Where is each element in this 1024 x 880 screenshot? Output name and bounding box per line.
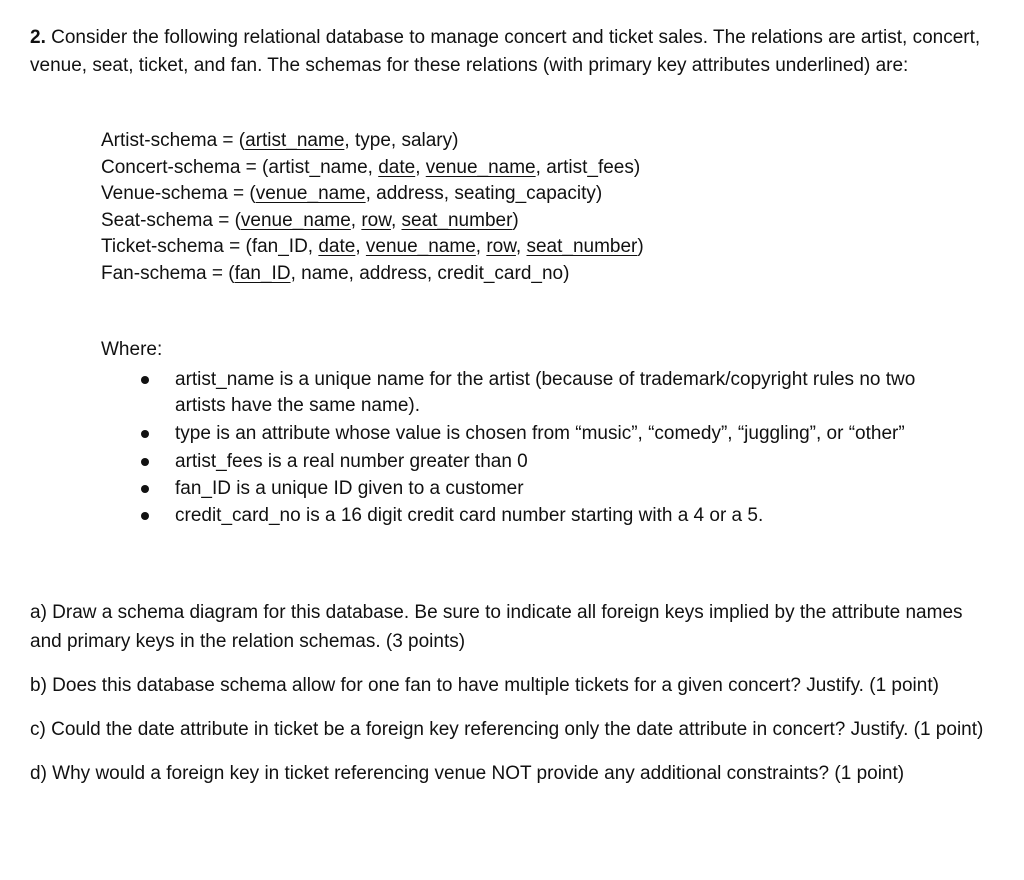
schema-attribute: artist_fees: [546, 156, 634, 178]
attribute-separator: ,: [443, 183, 455, 204]
attribute-separator: ,: [415, 156, 426, 178]
definition-list: [0, 367, 1024, 529]
schema-close-paren: ): [633, 156, 641, 178]
schema-line-concert: [101, 155, 961, 182]
attribute-separator: ,: [290, 262, 302, 284]
schema-list: [101, 128, 961, 287]
bullet-dot: [141, 376, 149, 384]
attribute-separator: ,: [390, 209, 402, 231]
attribute-separator: ,: [390, 130, 402, 151]
list-item: [0, 367, 935, 419]
attribute-separator: ,: [426, 262, 438, 284]
schema-attribute: artist_name: [268, 156, 368, 178]
question-parts: [30, 598, 990, 803]
list-item-text: artist_name is a unique name for the artist (because of trademark/copyright rules no two artists have the same name).: [175, 369, 916, 416]
attribute-separator: ,: [350, 209, 362, 231]
schema-label: Fan-schema = (: [101, 262, 235, 284]
schema-attribute: credit_card_no: [437, 262, 564, 284]
primary-key-attribute: venue_name: [365, 236, 476, 257]
question-intro: [30, 24, 990, 80]
list-item: [0, 449, 935, 475]
question-number: 2.: [30, 27, 46, 48]
question-part-a: a) Draw a schema diagram for this database. Be sure to indicate all foreign keys implied by the attribute names and primary keys in the relation schemas. (3 points): [30, 602, 963, 652]
bullet-dot: [141, 485, 149, 493]
attribute-separator: ,: [355, 236, 366, 257]
primary-key-attribute: date: [318, 236, 356, 257]
schema-attribute: address: [376, 183, 444, 204]
schema-attribute: seating_capacity: [454, 183, 596, 204]
attribute-separator: ,: [307, 236, 319, 257]
attribute-separator: ,: [365, 183, 377, 204]
list-item-text: artist_fees is a real number greater than 0: [175, 451, 528, 472]
schema-close-paren: ): [563, 262, 570, 284]
schema-line-ticket: [101, 234, 961, 261]
question-part-b: b) Does this database schema allow for one fan to have multiple tickets for a given concert? Justify. (1 point): [30, 675, 939, 696]
list-item: [0, 503, 935, 529]
schema-line-fan: [101, 261, 961, 288]
attribute-separator: ,: [515, 236, 527, 257]
bullet-dot: [141, 458, 149, 466]
where-label: Where:: [101, 339, 163, 360]
schema-attribute: fan_ID: [251, 236, 308, 257]
schema-attribute: address: [359, 262, 427, 284]
primary-key-attribute: seat_number: [526, 236, 638, 257]
schema-attribute: type: [354, 130, 391, 151]
primary-key-attribute: fan_ID: [234, 262, 291, 284]
primary-key-attribute: artist_name: [245, 130, 345, 151]
list-item-text: fan_ID is a unique ID given to a customer: [175, 478, 524, 499]
schema-line-venue: [101, 181, 961, 208]
primary-key-attribute: date: [378, 156, 416, 178]
schema-line-artist: [101, 128, 961, 155]
bullet-dot: [141, 512, 149, 520]
question-part-d: d) Why would a foreign key in ticket referencing venue NOT provide any additional constraints? (1 point): [30, 763, 905, 784]
bullet-dot: [141, 430, 149, 438]
schema-label: Seat-schema = (: [101, 209, 241, 231]
primary-key-attribute: row: [486, 236, 516, 257]
schema-label: Concert-schema = (: [101, 156, 269, 178]
question-part-c: c) Could the date attribute in ticket be a foreign key referencing only the date attribute in concert? Justify. (1 point): [30, 719, 984, 740]
attribute-separator: ,: [475, 236, 487, 257]
primary-key-attribute: row: [361, 209, 391, 231]
primary-key-attribute: venue_name: [425, 156, 536, 178]
primary-key-attribute: seat_number: [401, 209, 513, 231]
list-item: [0, 476, 935, 502]
schema-label: Venue-schema = (: [101, 183, 256, 204]
schema-label: Artist-schema = (: [101, 130, 246, 151]
primary-key-attribute: venue_name: [240, 209, 351, 231]
schema-attribute: salary: [401, 130, 453, 151]
attribute-separator: ,: [344, 130, 355, 151]
schema-close-paren: ): [637, 236, 644, 257]
attribute-separator: ,: [367, 156, 379, 178]
schema-label: Ticket-schema = (: [101, 236, 252, 257]
list-item: [0, 421, 935, 447]
question-intro-text: Consider the following relational database to manage concert and ticket sales. The relations are artist, concert, venue, seat, ticket, and fan. The schemas for these relations (with primary key attributes underlined) are:: [30, 27, 981, 76]
schema-close-paren: ): [452, 130, 459, 151]
schema-line-seat: [101, 208, 961, 235]
schema-close-paren: ): [512, 209, 519, 231]
schema-close-paren: ): [595, 183, 603, 204]
attribute-separator: ,: [535, 156, 547, 178]
list-item-text: type is an attribute whose value is chosen from “music”, “comedy”, “juggling”, or “other”: [175, 423, 905, 444]
attribute-separator: ,: [348, 262, 360, 284]
list-item-text: credit_card_no is a 16 digit credit card number starting with a 4 or a 5.: [175, 505, 764, 526]
schema-attribute: name: [301, 262, 349, 284]
primary-key-attribute: venue_name: [255, 183, 366, 204]
